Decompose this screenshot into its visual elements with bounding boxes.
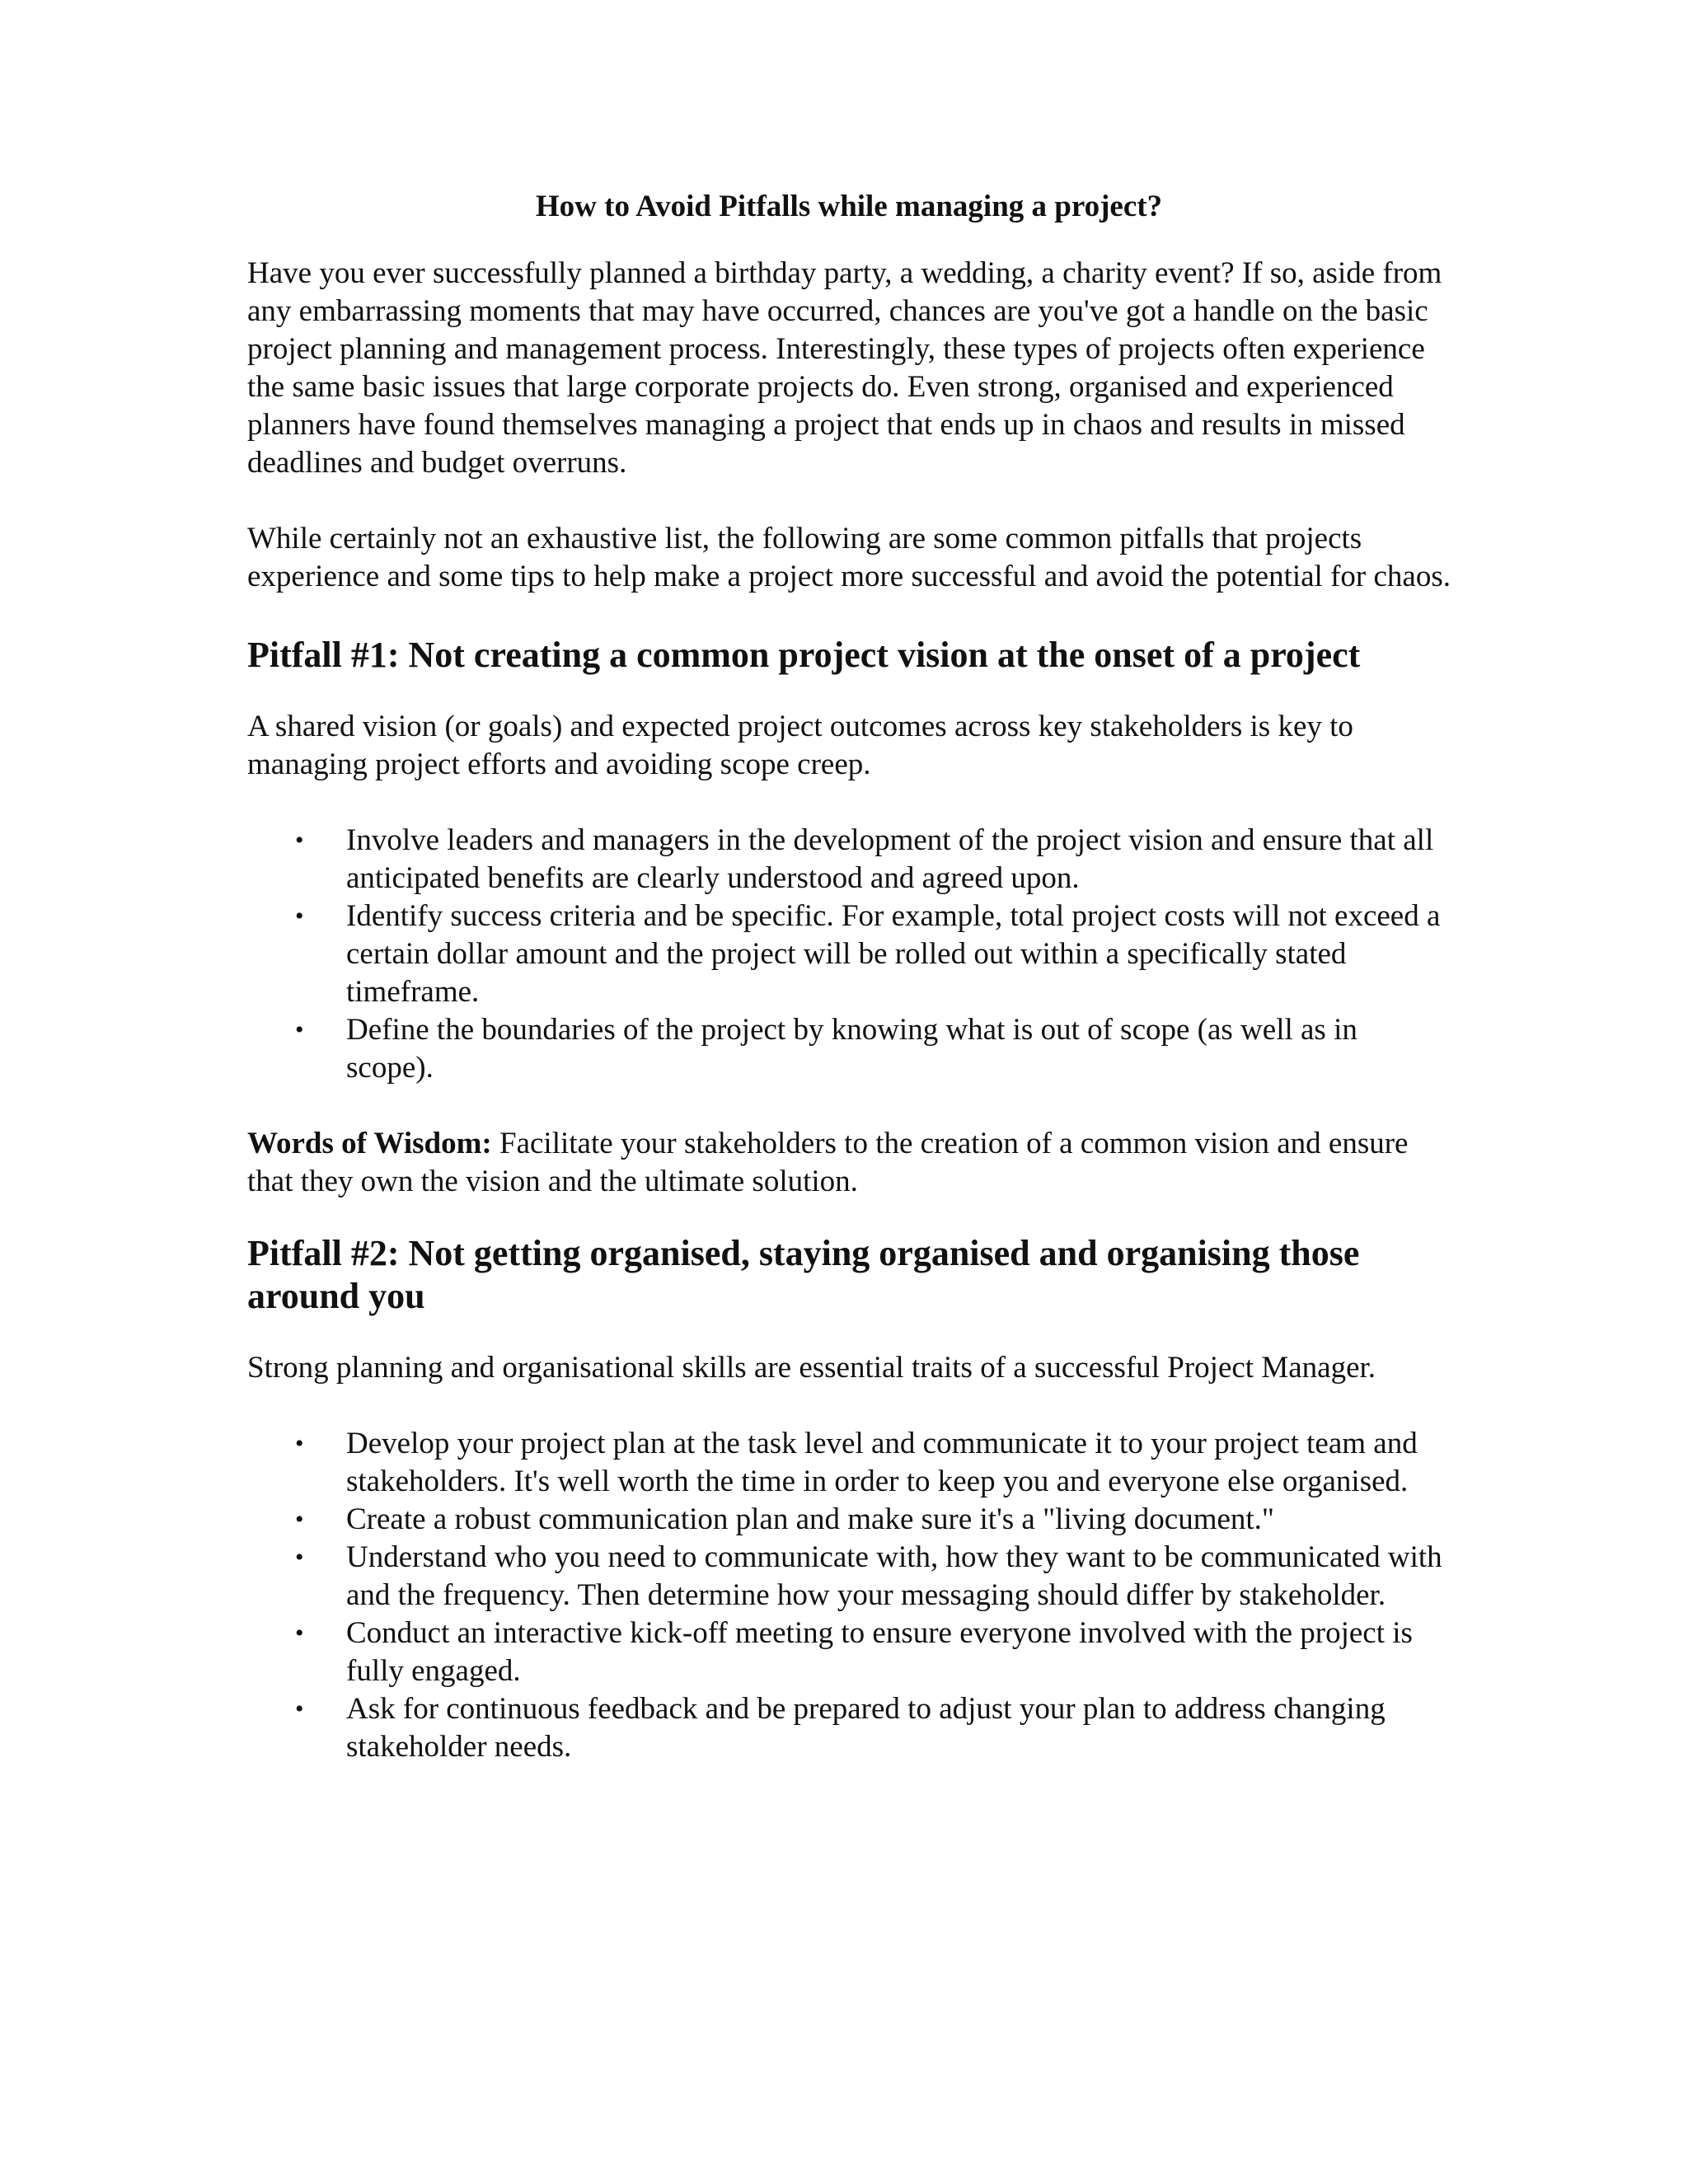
pitfall-2-intro: Strong planning and organisational skills are essential traits of a successful Project Manager. (247, 1351, 1376, 1385)
document-title: How to Avoid Pitfalls while managing a project? (535, 190, 1163, 223)
bullet-icon: • (295, 902, 304, 930)
document-page (247, 188, 1451, 1804)
pitfall-2-bullet-list (247, 1425, 1451, 1766)
intro-paragraph-1: Have you ever successfully planned a birthday party, a wedding, a charity event? If so, aside from any embarrassing moments that may have occurred, chances are you've got a handle on the basic project planning and management process. Interestingly, these types of projects often experience the same basic issues that large corporate projects do. Even strong, organised and experienced planners have found themselves managing a project that ends up in chaos and results in missed deadlines and budget overruns. (247, 256, 1442, 480)
list-item-text: Understand who you need to communicate with, how they want to be communicated with and the frequency. Then determine how your messaging should differ by stakeholder. (346, 1540, 1442, 1612)
list-item-text: Create a robust communication plan and make sure it's a "living document." (346, 1502, 1275, 1536)
list-item (295, 1425, 1451, 1501)
list-item-text: Involve leaders and managers in the development of the project vision and ensure that all anticipated benefits are clearly understood and agreed upon. (346, 823, 1434, 895)
pitfall-2-heading: Pitfall #2: Not getting organised, staying organised and organising those around you (247, 1233, 1360, 1316)
wisdom-label: Words of Wisdom: (247, 1127, 492, 1160)
bullet-icon: • (295, 827, 304, 854)
list-item (295, 1501, 1451, 1539)
pitfall-1-section (247, 634, 1451, 1201)
bullet-icon: • (295, 1544, 304, 1571)
wisdom-text: Facilitate your stakeholders to the creation of a common vision and ensure that they own the vision and the ultimate solution. (247, 1127, 1409, 1198)
list-item-text: Ask for continuous feedback and be prepared to adjust your plan to address changing stakeholder needs. (346, 1692, 1386, 1764)
intro-paragraph-2: While certainly not an exhaustive list, the following are some common pitfalls that projects experience and some tips to help make a project more successful and avoid the potential for chaos. (247, 522, 1451, 593)
pitfall-1-heading: Pitfall #1: Not creating a common project vision at the onset of a project (247, 635, 1361, 675)
list-item (295, 1011, 1451, 1087)
pitfall-1-intro: A shared vision (or goals) and expected project outcomes across key stakeholders is key to managing project efforts and avoiding scope creep. (247, 710, 1353, 781)
pitfall-2-section (247, 1232, 1451, 1766)
bullet-icon: • (295, 1430, 304, 1457)
list-item (295, 1690, 1451, 1766)
list-item (295, 898, 1451, 1011)
list-item (295, 1615, 1451, 1690)
list-item-text: Define the boundaries of the project by knowing what is out of scope (as well as in scope). (346, 1013, 1357, 1085)
bullet-icon: • (295, 1506, 304, 1533)
list-item-text: Identify success criteria and be specific. For example, total project costs will not exceed a certain dollar amount and the project will be rolled out within a specifically stated timeframe. (346, 899, 1441, 1009)
bullet-icon: • (295, 1695, 304, 1722)
list-item (295, 822, 1451, 898)
list-item-text: Conduct an interactive kick-off meeting to ensure everyone involved with the project is fully engaged. (346, 1616, 1413, 1688)
bullet-icon: • (295, 1619, 304, 1647)
bullet-icon: • (295, 1016, 304, 1043)
pitfall-1-bullet-list (247, 822, 1451, 1087)
list-item-text: Develop your project plan at the task level and communicate it to your project team and stakeholders. It's well worth the time in order to keep you and everyone else organised. (346, 1427, 1418, 1498)
pitfall-1-wisdom (247, 1125, 1451, 1201)
list-item (295, 1539, 1451, 1615)
